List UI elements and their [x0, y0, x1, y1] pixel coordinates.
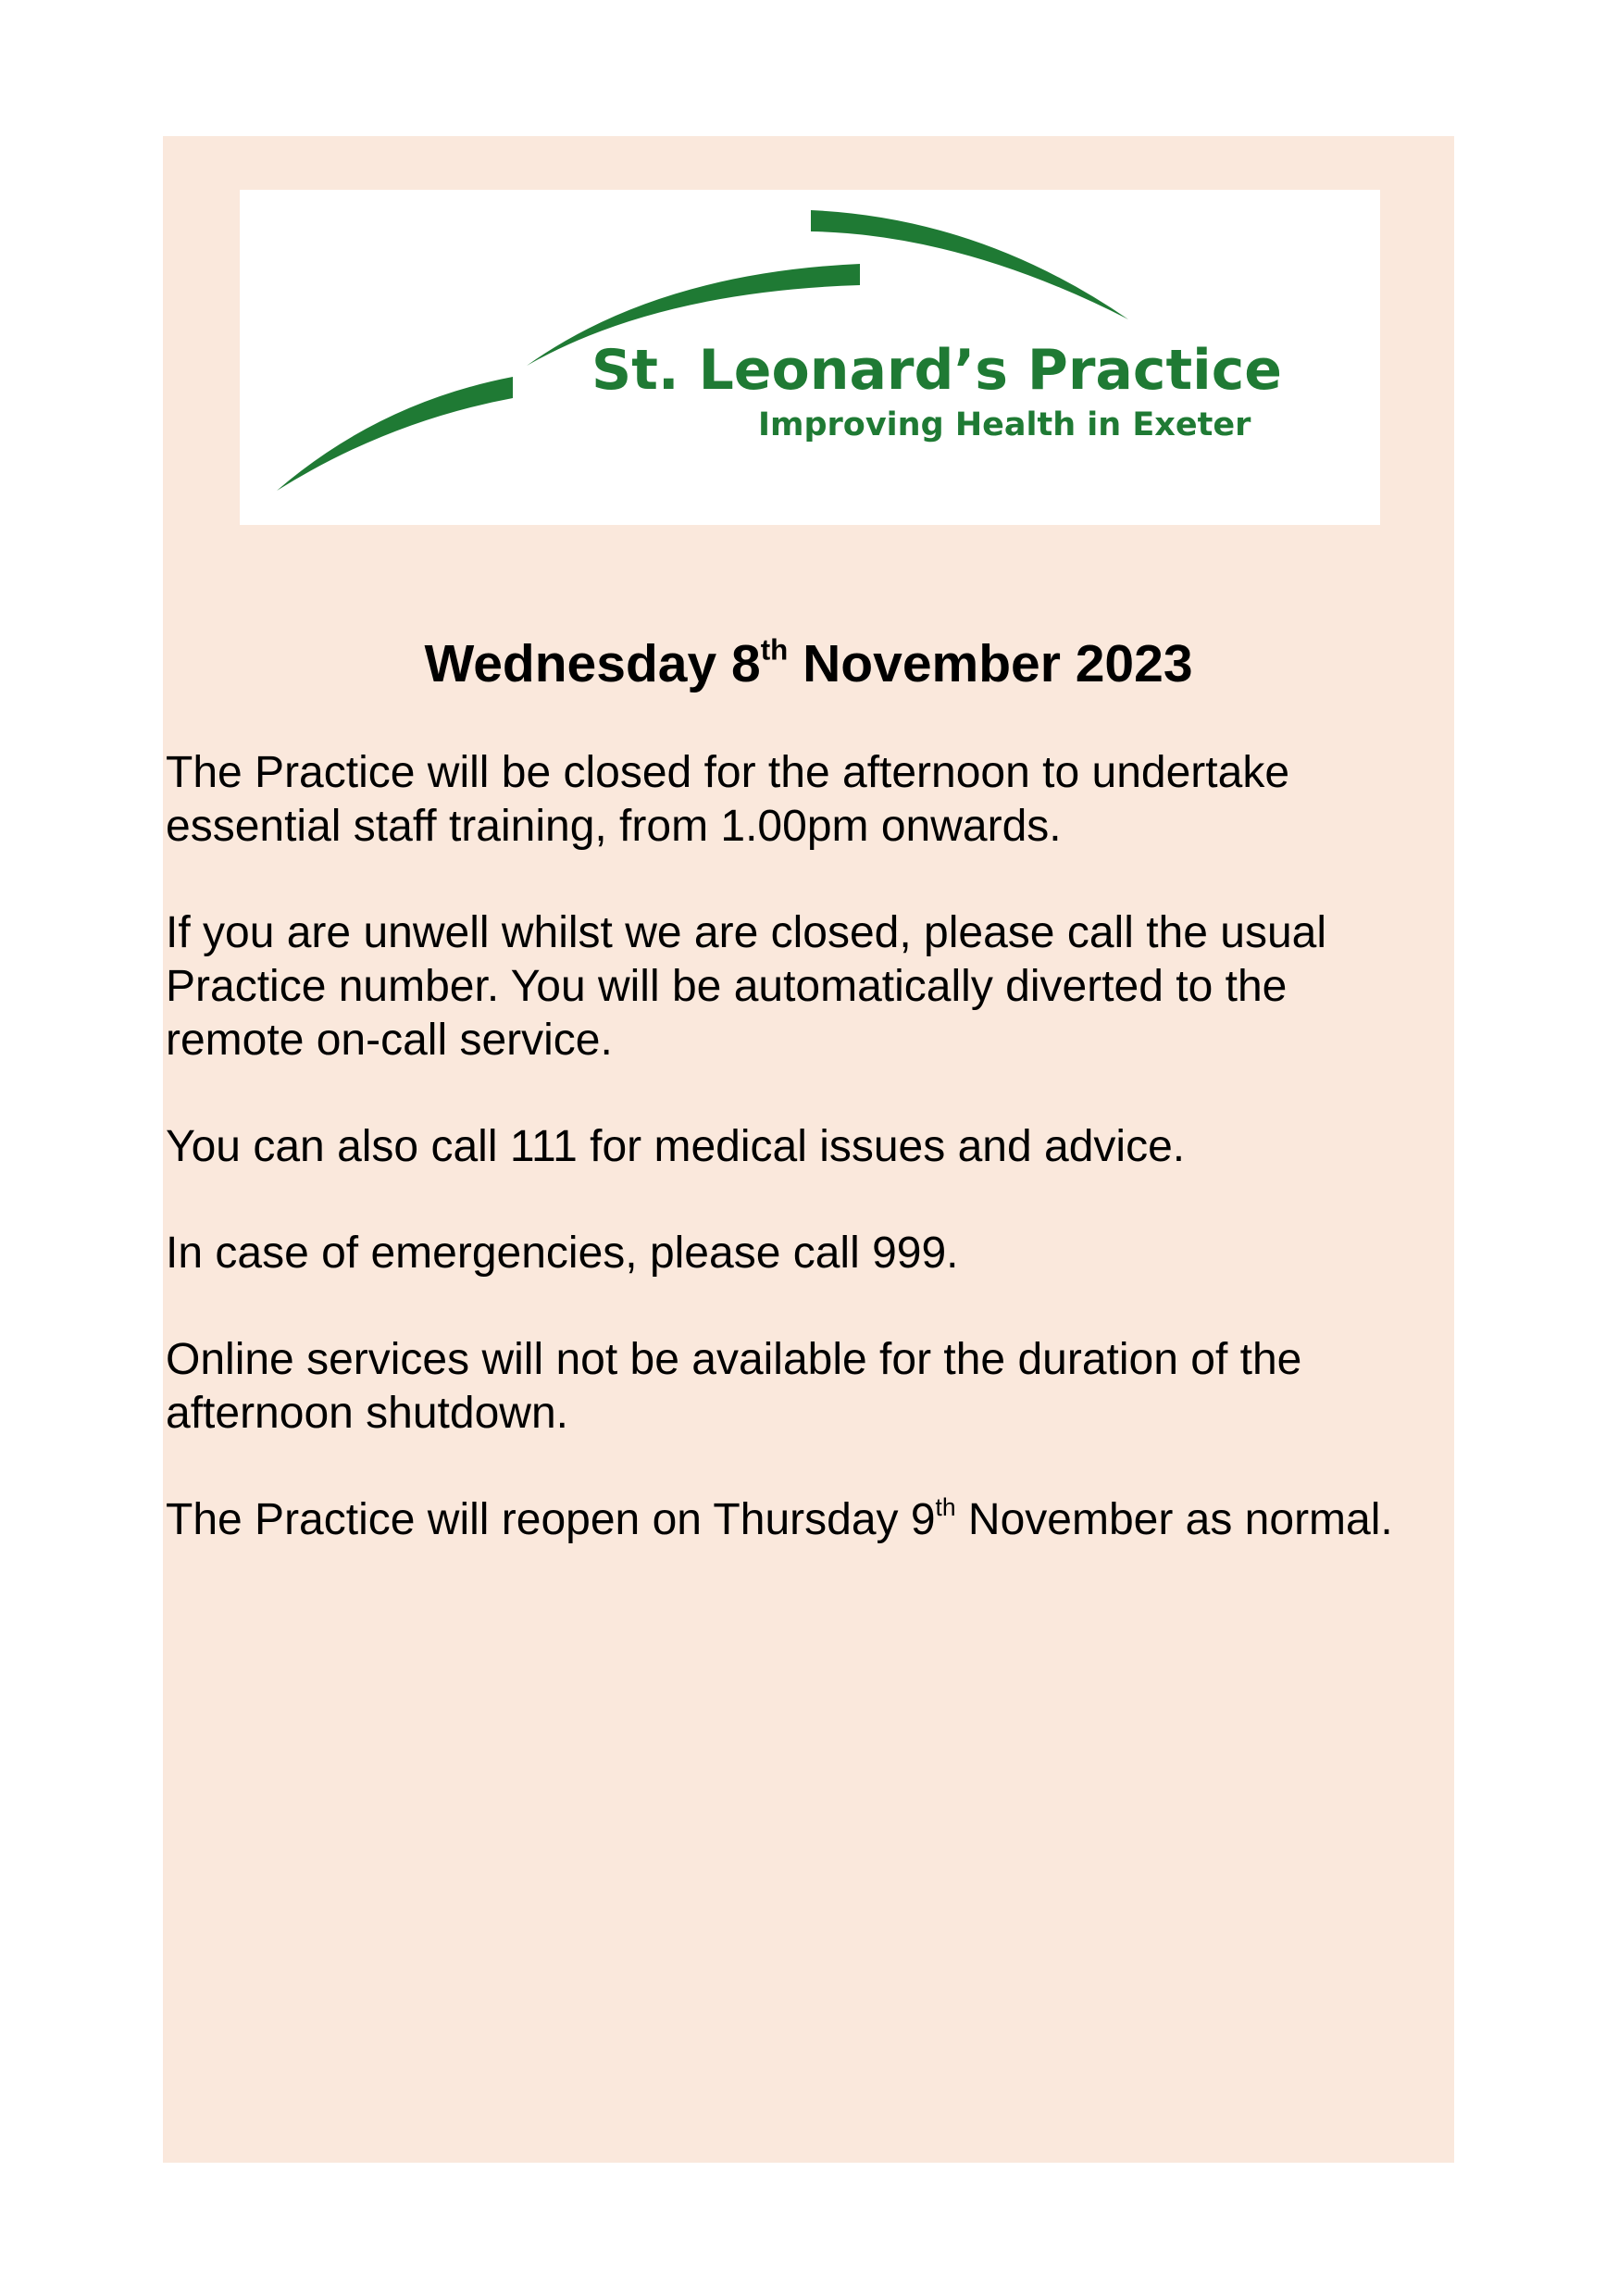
notice-body	[166, 746, 1457, 1600]
heading-date-ordinal: th	[760, 633, 789, 667]
emergency-paragraph: In case of emergencies, please call 999.	[166, 1229, 959, 1278]
heading-date-start: Wednesday 8	[424, 634, 761, 693]
closure-paragraph: The Practice will be closed for the afternoon to undertake essential staff training, from 1.00pm onwards.	[166, 748, 1290, 851]
logo-practice-name: St. Leonard’s Practice	[591, 338, 1282, 403]
logo-tagline: Improving Health in Exeter	[758, 406, 1251, 443]
unwell-paragraph: If you are unwell whilst we are closed, please call the usual Practice number. You will be automatically diverted to the remote on-call service.	[166, 908, 1326, 1065]
practice-logo	[240, 190, 1380, 525]
heading-date-end: November 2023	[788, 634, 1193, 693]
notice-heading	[163, 631, 1454, 696]
reopen-text-end: November as normal.	[955, 1495, 1393, 1544]
reopen-paragraph	[166, 1493, 1457, 1547]
reopen-text-start: The Practice will reopen on Thursday 9	[166, 1495, 936, 1544]
nhs-111-paragraph: You can also call 111 for medical issues and advice.	[166, 1122, 1186, 1171]
reopen-date-ordinal: th	[935, 1493, 956, 1522]
online-services-paragraph: Online services will not be available for the duration of the afternoon shutdown.	[166, 1335, 1302, 1438]
